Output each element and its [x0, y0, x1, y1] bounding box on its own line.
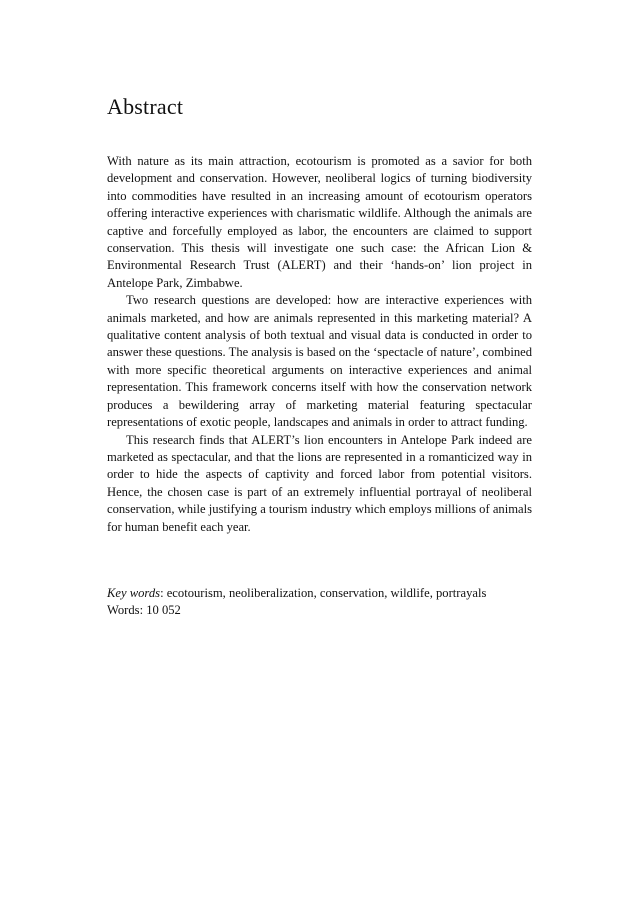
- keywords-value: ecotourism, neoliberalization, conservation, wildlife, portrayals: [166, 586, 487, 600]
- abstract-paragraph-2: Two research questions are developed: how are interactive experiences with animals marketed, and how are animals represented in this marketing material? A qualitative content analysis of both textual and visual data is conducted in order to answer these questions. The analysis is based on the ‘spectacle of nature’, combined with more specific theoretical arguments on interactive experiences and animal representation. This framework concerns itself with how the conservation network produces a bewildering array of marketing material featuring spectacular representations of exotic people, landscapes and animals in order to attract funding.: [107, 293, 532, 430]
- abstract-title: Abstract: [107, 94, 184, 119]
- keywords-label: Key words: [107, 586, 161, 600]
- abstract-body: [107, 153, 532, 536]
- keywords-line: [107, 585, 547, 602]
- word-count: Words: 10 052: [107, 603, 181, 618]
- keywords-block: [107, 585, 547, 620]
- abstract-paragraph-3: This research finds that ALERT’s lion encounters in Antelope Park indeed are marketed as spectacular, and that the lions are represented in a romanticized way in order to hide the aspects of captivity and forced labor from potential visitors. Hence, the chosen case is part of an extremely influential portrayal of neoliberal conservation, while justifying a tourism industry which employs millions of animals for human benefit each year.: [107, 432, 532, 534]
- abstract-paragraph-1: With nature as its main attraction, ecotourism is promoted as a savior for both development and conservation. However, neoliberal logics of turning biodiversity into commodities have resulted in an increasing amount of ecotourism operators offering interactive experiences with charismatic wildlife. Although the animals are captive and forcefully employed as labor, the encounters are claimed to support conservation. This thesis will investigate one such case: the African Lion & Environmental Research Trust (ALERT) and their ‘hands-on’ lion project in Antelope Park, Zimbabwe.: [107, 154, 532, 290]
- keywords-separator: :: [160, 586, 167, 600]
